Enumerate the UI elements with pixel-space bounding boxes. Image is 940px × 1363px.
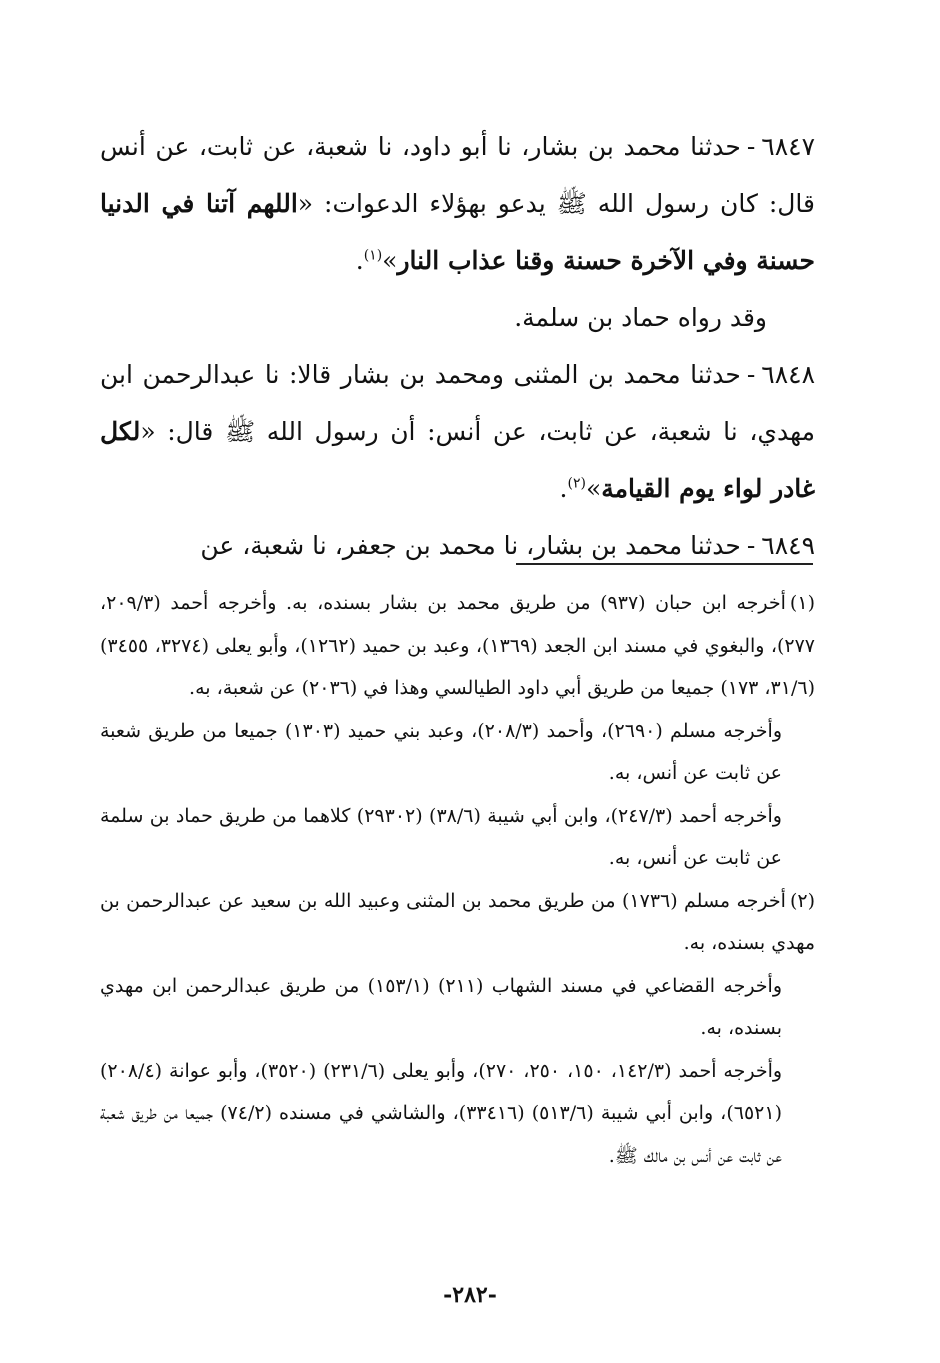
hadith-quote: لكل غادر لواء يوم القيامة (100, 417, 815, 503)
hadith-note (100, 289, 815, 346)
quote-close: » (585, 474, 602, 503)
hadith-end: . (559, 474, 568, 503)
footnotes (100, 582, 815, 1177)
hadith-6849 (100, 517, 815, 574)
hadith-6847 (100, 118, 815, 289)
footnote-paragraph: أخرجه ابن حبان (٩٣٧) من طريق محمد بن بشار بسنده، به. وأخرجه أحمد (٢٠٩/٣، ٢٧٧)، والبغوي في مسند ابن الجعد (١٣٦٩)، وعبد بن حميد (١٢٦٢)، وأبو يعلى (٣٢٧٤، ٣٤٥٥) (٣١/٦، ١٧٣) جميعا من طريق أبي داود الطيالسي وهذا في (٢٠٣٦) عن شعبة، به. (100, 592, 816, 699)
footnote-number: (١) (789, 592, 815, 614)
hadith-number: ٦٨٤٨ (761, 360, 815, 389)
footnote-paragraph: وأخرجه أحمد (٢٤٧/٣)، وابن أبي شيبة (٣٨/٦) (٢٩٣٠٢) كلاهما من طريق حماد بن سلمة عن ثابت عن أنس، به. (100, 804, 782, 869)
footnote-1 (100, 582, 815, 710)
dash: - (746, 360, 756, 389)
footnote-paragraph: وأخرجه مسلم (٢٦٩٠)، وأحمد (٢٠٨/٣)، وعبد بني حميد (١٣٠٣) جميعا من طريق شعبة عن ثابت عن أنس، به. (100, 719, 782, 784)
quote-close: » (382, 246, 398, 275)
footnote-ref-1[interactable]: (١) (363, 247, 383, 264)
hadith-number: ٦٨٤٩ (761, 531, 815, 560)
dash: - (746, 132, 756, 161)
footnote-paragraph: وأخرجه أحمد (١٤٢/٣، ١٥٠، ٢٥٠، ٢٧٠)، وأبو يعلى (٢٣١/٦) (٣٥٢٠)، وأبو عوانة (٢٠٨/٤) (٦٥٢١)، وابن أبي شيبة (٥١٣/٦) (٣٣٤١٦)، والشاشي في مسنده (٧٤/٢) جميعا من طريق شعبة عن ثابت عن أنس بن مالك ﷺ. (100, 1059, 783, 1167)
footnote-paragraph: وأخرجه القضاعي في مسند الشهاب (٢١١) (١٥٣/١) من طريق عبدالرحمن ابن مهدي بسنده، به. (100, 974, 782, 1039)
hadith-number: ٦٨٤٧ (761, 132, 815, 161)
hadith-intro: حدثنا محمد بن بشار، نا محمد بن جعفر، نا شعبة، عن (200, 531, 741, 560)
dash: - (746, 531, 756, 560)
hadith-intro: حدثنا محمد بن المثنى ومحمد بن بشار قالا: نا عبدالرحمن ابن مهدي، نا شعبة، عن ثابت، عن أنس: أن رسول الله ﷺ قال: « (100, 360, 815, 446)
footnote-2 (100, 880, 815, 965)
note-text: وقد رواه حماد بن سلمة. (514, 303, 767, 332)
footnote-2-paragraph-3 (100, 1050, 815, 1178)
footnote-number: (٢) (789, 889, 815, 912)
footnote-1-paragraph-3 (100, 795, 815, 880)
footnote-ref-2[interactable]: (٢) (567, 475, 586, 492)
footnote-separator (516, 563, 813, 565)
main-text (100, 118, 815, 574)
hadith-6848 (100, 346, 815, 517)
hadith-quote: اللهم آتنا في الدنيا حسنة وفي الآخرة حسنة وقنا عذاب النار (100, 189, 815, 275)
hadith-intro: حدثنا محمد بن بشار، نا أبو داود، نا شعبة، عن ثابت، عن أنس قال: كان رسول الله ﷺ يدعو بهؤلاء الدعوات: « (100, 132, 815, 218)
footnote-2-paragraph-2 (100, 965, 815, 1050)
hadith-end: . (355, 246, 364, 275)
footnote-paragraph: أخرجه مسلم (١٧٣٦) من طريق محمد بن المثنى وعبيد الله بن سعيد عن عبدالرحمن بن مهدي بسنده، به. (100, 889, 815, 954)
footnote-1-paragraph-2 (100, 710, 815, 795)
page-number: -٢٨٢- (443, 1282, 497, 1308)
